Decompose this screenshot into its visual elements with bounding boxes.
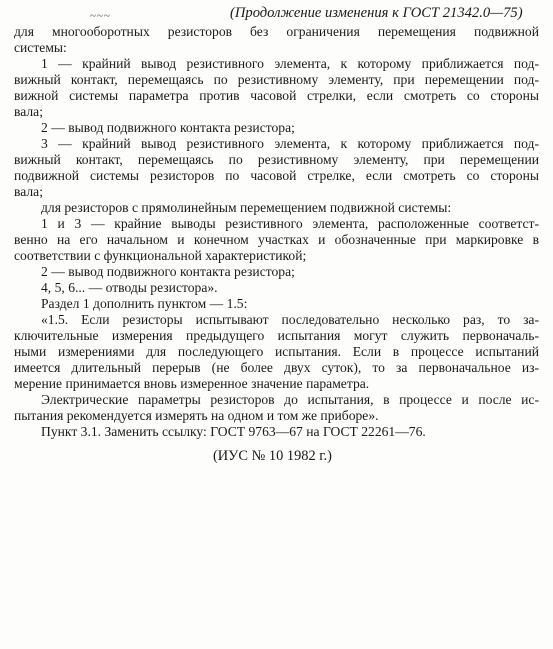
text-line-9: вижный контакт, перемещаясь по резистивному элементу, при перемещении	[14, 152, 539, 167]
text-line-13: 1 и 3 — крайние выводы резистивного элемента, расположенные соответст-	[41, 216, 539, 231]
text-line-17: 4, 5, 6... — отводы резистора».	[41, 280, 218, 295]
text-line-20: ключительные измерения предыдущего испытания могут служить первоначаль-	[14, 328, 539, 343]
text-line-3: 1 — крайний вывод резистивного элемента, к которому приближается под-	[41, 56, 539, 71]
text-line-18: Раздел 1 дополнить пунктом — 1.5:	[41, 296, 248, 311]
text-line-5: вижной системы параметра против часовой стрелки, если смотреть со стороны	[14, 88, 539, 103]
text-line-23: мерение принимается вновь измеренное значение параметра.	[14, 376, 370, 391]
text-line-7: 2 — вывод подвижного контакта резистора;	[41, 120, 295, 135]
text-line-19: «1.5. Если резисторы испытывают последовательно несколько раз, то за-	[41, 312, 539, 327]
text-line-22: имеется длительный перерыв (не более двух суток), то за первоначальное из-	[14, 360, 539, 375]
text-line-15: соответствии с функциональной характеристикой;	[14, 248, 307, 263]
header-mark: ~~~	[90, 10, 111, 22]
text-line-21: ными измерениями для последующего испытания. Если в процессе испытаний	[14, 344, 539, 359]
text-line-25: пытания рекомендуется измерять на одном и том же приборе».	[14, 408, 379, 423]
text-line-14: венно на его начальном и конечном участках и обозначенные при маркировке в	[14, 232, 539, 247]
text-line-4: вижный контакт, перемещаясь по резистивному элементу, при перемещении под-	[14, 72, 539, 87]
text-line-2: системы:	[14, 40, 67, 55]
text-line-12: для резисторов с прямолинейным перемещением подвижной системы:	[41, 200, 452, 215]
text-line-10: подвижной системы резисторов по часовой стрелке, если смотреть со стороны	[14, 168, 539, 183]
text-line-1: для многооборотных резисторов без ограничения перемещения подвижной	[14, 24, 539, 39]
issue-reference: (ИУС № 10 1982 г.)	[213, 448, 332, 464]
continuation-header: (Продолжение изменения к ГОСТ 21342.0—75)	[230, 5, 523, 21]
text-line-24: Электрические параметры резисторов до испытания, в процессе и после ис-	[41, 392, 539, 407]
text-line-26: Пункт 3.1. Заменить ссылку: ГОСТ 9763—67 на ГОСТ 22261—76.	[41, 424, 426, 439]
text-line-11: вала;	[14, 184, 43, 199]
text-line-6: вала;	[14, 104, 43, 119]
text-line-8: 3 — крайний вывод резистивного элемента, к которому приближается под-	[41, 136, 539, 151]
text-line-16: 2 — вывод подвижного контакта резистора;	[41, 264, 295, 279]
